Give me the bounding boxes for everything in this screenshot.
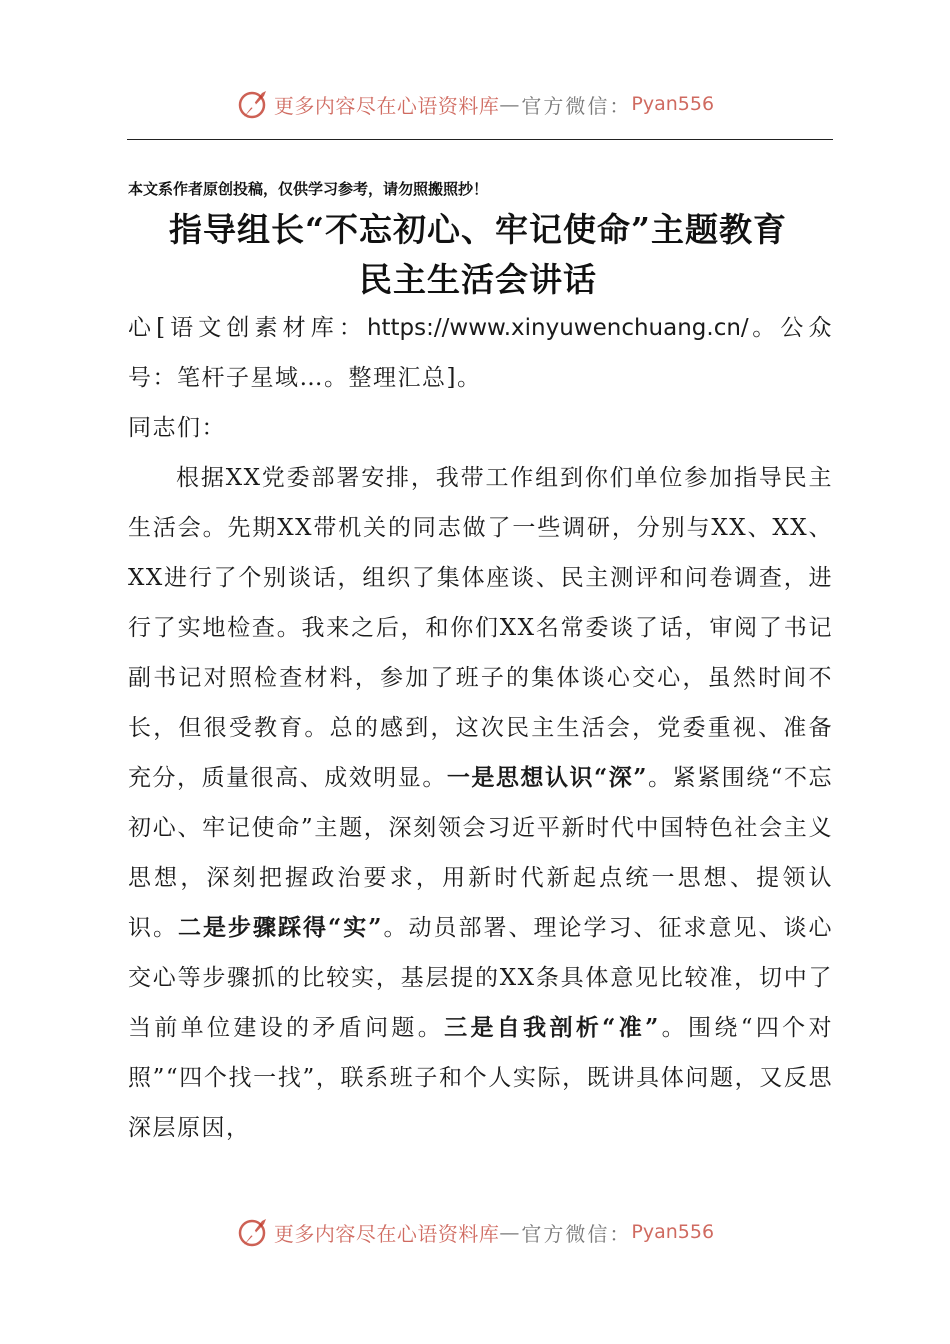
point-one-heading: 一是思想认识“深” bbox=[446, 764, 649, 791]
source-prefix: 心[语文创素材库： bbox=[128, 315, 367, 341]
quill-logo-icon bbox=[236, 1215, 270, 1249]
banner-wechat-label: 官方微信： bbox=[521, 93, 632, 118]
point-two-heading: 二是步骤踩得“实” bbox=[178, 914, 383, 941]
banner-library-name: 更多内容尽在心语资料库 bbox=[273, 1221, 500, 1246]
copyright-notice: 本文系作者原创投稿，仅供学习参考，请勿照搬照抄！ bbox=[128, 180, 489, 198]
point-three-heading: 三是自我剖析“准” bbox=[444, 1014, 660, 1041]
para-text-1: 根据XX党委部署安排，我带工作组到你们单位参加指导民主生活会。先期XX带机关的同志做了一些调研，分别与XX、XX、XX进行了个别谈话，组织了集体座谈、民主测评和问卷调查，进行了实地检查。我来之后，和你们XX名常委谈了话，审阅了书记副书记对照检查材料，参加了班子的集体谈心交心，虽然时间不长，但很受教育。总的感到，这次民主生活会，党委重视、准备充分，质量很高、成效明显。 bbox=[128, 465, 833, 791]
para-text-2: 。紧紧围绕“不忘初心、牢记使命”主题，深刻领会习近平新时代中国特色社会主义思想，深刻把握政治要求，用新时代新起点统一思想、提领认识。 bbox=[128, 765, 833, 941]
header-divider bbox=[127, 139, 833, 140]
source-line bbox=[128, 303, 833, 403]
footer-banner bbox=[0, 1212, 950, 1252]
document-body bbox=[128, 303, 833, 1153]
banner-wechat-id: Pyan556 bbox=[631, 93, 715, 115]
para-text-4: 。围绕“四个对照”“四个找一找”，联系班子和个人实际，既讲具体问题，又反思深层原因， bbox=[128, 1015, 834, 1141]
banner-library-name: 更多内容尽在心语资料库 bbox=[273, 93, 500, 118]
source-suffix: 。公众号：笔杆子星域…。整理汇总]。 bbox=[128, 315, 834, 391]
banner-wechat-label: 官方微信： bbox=[521, 1221, 632, 1246]
document-title-line-2: 民主生活会讲话 bbox=[359, 260, 597, 299]
header-banner bbox=[0, 84, 950, 124]
body-paragraph bbox=[128, 453, 833, 1153]
document-title-line-1: 指导组长“不忘初心、牢记使命”主题教育 bbox=[169, 210, 787, 249]
para-text-3: 。动员部署、理论学习、征求意见、谈心交心等步骤抓的比较实，基层提的XX条具体意见比较准，切中了当前单位建设的矛盾问题。 bbox=[128, 915, 834, 1041]
greeting: 同志们： bbox=[128, 415, 226, 441]
banner-dash: — bbox=[499, 1220, 522, 1244]
quill-logo-icon bbox=[236, 87, 270, 121]
banner-wechat-id: Pyan556 bbox=[631, 1221, 715, 1243]
banner-dash: — bbox=[499, 92, 522, 116]
source-url: https://www.xinyuwenchuang.cn/ bbox=[366, 315, 749, 341]
